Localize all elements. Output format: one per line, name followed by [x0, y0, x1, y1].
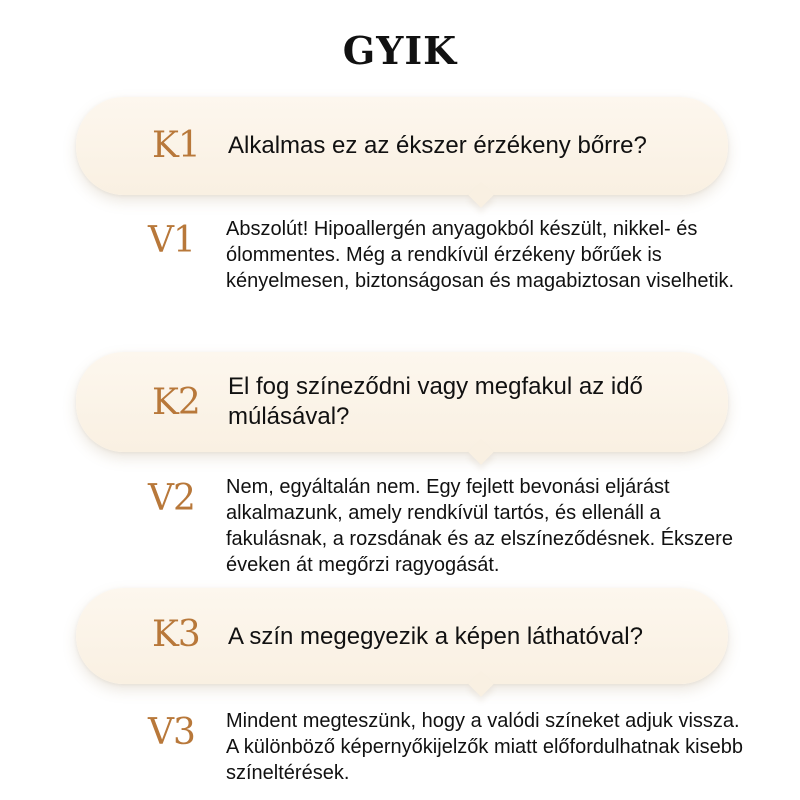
- question-text: Alkalmas ez az ékszer érzékeny bőrre?: [228, 132, 647, 159]
- answer-label: V1: [148, 220, 195, 261]
- question-text: A szín megegyezik a képen láthatóval?: [228, 623, 643, 650]
- question-label: K1: [152, 125, 200, 166]
- question-label: K2: [152, 382, 200, 423]
- faq-question-2: [76, 352, 728, 452]
- page-title: GYIK: [342, 28, 458, 73]
- answer-text: Abszolút! Hipoallergén anyagokból készült, nikkel- és ólommentes. Még a rendkívül érzékeny bőrűek is kényelmesen, biztonságosan és magabiztosan viselhetik.: [226, 218, 735, 292]
- answer-label: V2: [148, 478, 195, 519]
- faq-question-3: [76, 588, 728, 684]
- answer-text: Mindent megteszünk, hogy a valódi színeket adjuk vissza. A különböző képernyőkijelzők miatt előfordulhatnak kisebb színeltérések.: [226, 710, 743, 784]
- answer-text: Nem, egyáltalán nem. Egy fejlett bevonási eljárást alkalmazunk, amely rendkívül tartós, és ellenáll a fakulásnak, a rozsdának és az elszíneződésnek. Ékszere éveken át megőrzi ragyogását.: [226, 476, 733, 576]
- answer-label: V3: [148, 712, 195, 753]
- question-text: El fog színeződni vagy megfakul az idő múlásával?: [228, 373, 643, 430]
- question-label: K3: [152, 614, 200, 655]
- faq-question-1: [76, 97, 728, 195]
